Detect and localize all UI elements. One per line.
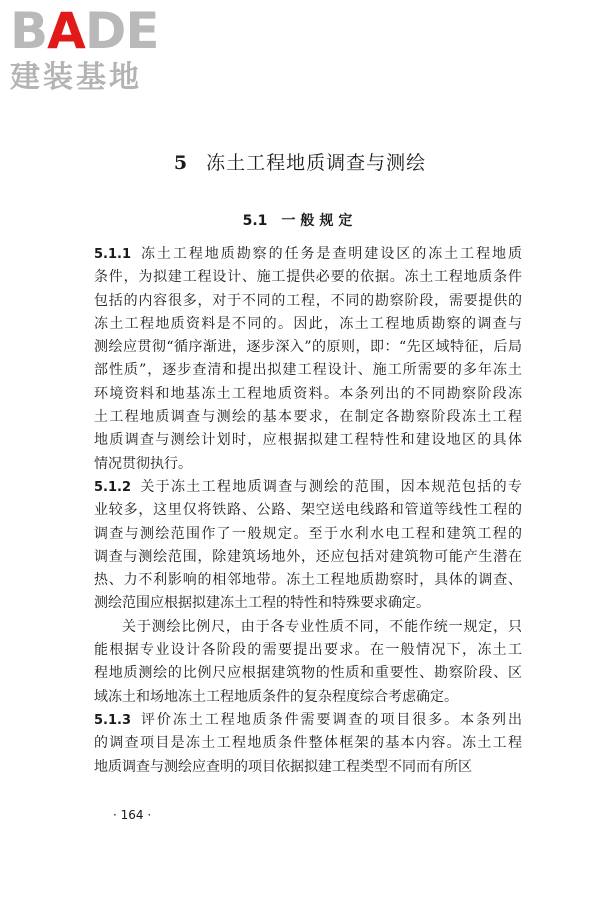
- line-text: 的调查项目是冻土工程地质条件整体框架的基本内容。冻土工程: [94, 735, 522, 752]
- line-text: 业较多，这里仅将铁路、公路、架空送电线路和管道等线性工程的: [94, 502, 522, 519]
- text-line: [94, 499, 522, 522]
- line-text: 环境资料和地基冻土工程地质资料。本条列出的不同勘察阶段冻: [94, 385, 522, 402]
- paragraph: [94, 709, 522, 779]
- section-number: 5.1: [242, 213, 268, 229]
- text-line: [94, 429, 522, 452]
- text-line: [94, 243, 522, 266]
- text-line: [94, 406, 522, 429]
- line-text: 土工程地质调查与测绘的基本要求，在制定各勘察阶段冻土工程: [94, 409, 522, 426]
- line-text: 条件，为拟建工程设计、施工提供必要的依据。冻土工程地质条件: [94, 269, 522, 286]
- text-line: [94, 639, 522, 662]
- text-line: [94, 662, 522, 685]
- line-text: 热、力不利影响的相邻地带。冻土工程地质勘察时，具体的调查、: [94, 572, 522, 589]
- clause-number: 5.1.3: [94, 712, 132, 728]
- logo-wordmark: BADE: [10, 2, 159, 60]
- bade-logo: [10, 2, 180, 96]
- text-line: [94, 476, 522, 499]
- paragraph: [94, 243, 522, 476]
- line-text: 程地质测绘的比例尺应根据建筑物的性质和重要性、勘察阶段、区: [94, 665, 522, 682]
- text-line: [94, 266, 522, 289]
- line-text: 包括的内容很多，对于不同的工程，不同的勘察阶段，需要提供的: [94, 292, 522, 309]
- line-text: 情况贯彻执行。: [94, 455, 192, 472]
- logo-subtitle: 建装基地: [10, 60, 142, 95]
- line-text: 冻土工程地质勘察的任务是查明建设区的冻土工程地质: [139, 246, 522, 262]
- text-line: [94, 359, 522, 382]
- line-text: 部性质”，逐步查清和提出拟建工程设计、施工所需要的多年冻土: [94, 362, 522, 379]
- text-line: [94, 592, 522, 615]
- text-line: [94, 336, 522, 359]
- text-line: [94, 546, 522, 569]
- text-line: [94, 616, 522, 639]
- text-line: [94, 290, 522, 313]
- text-line: [94, 383, 522, 406]
- chapter-title-text: 冻土工程地质调查与测绘: [206, 152, 427, 174]
- clause-number: 5.1.1: [94, 247, 132, 262]
- text-line: [94, 686, 522, 709]
- chapter-number: 5: [173, 152, 189, 174]
- line-text: 关于冻土工程地质调查与测绘的范围，因本规范包括的专: [139, 478, 522, 495]
- section-title-text: 一般规定: [281, 213, 358, 229]
- line-text: 地质调查与测绘应查明的项目依据拟建工程类型不同而有所区: [94, 758, 472, 775]
- text-line: [94, 732, 522, 755]
- line-text: 测绘范围应根据拟建冻土工程的特性和特殊要求确定。: [94, 595, 430, 612]
- line-text: 测绘应贯彻“循序渐进，逐步深入”的原则，即：“先区域特征，后局: [94, 339, 522, 356]
- text-line: [94, 313, 522, 336]
- line-text: 域冻土和场地冻土工程地质条件的复杂程度综合考虑确定。: [94, 688, 458, 705]
- paragraph: [94, 616, 522, 709]
- text-line: [94, 756, 522, 779]
- page-number: · 164 ·: [113, 808, 152, 822]
- line-text: 冻土工程地质资料是不同的。因此，冻土工程地质勘察的调查与: [94, 315, 522, 332]
- line-text: 评价冻土工程地质条件需要调查的项目很多。本条列出: [139, 711, 522, 728]
- line-text: 调查与测绘范围作了一般规定。至于水利水电工程和建筑工程的: [94, 525, 522, 542]
- text-line: [94, 569, 522, 592]
- text-line: [94, 709, 522, 732]
- line-text: 关于测绘比例尺，由于各专业性质不同，不能作统一规定，只: [122, 618, 522, 635]
- body-text: [94, 243, 522, 779]
- line-text: 能根据专业设计各阶段的需要提出要求。在一般情况下，冻土工: [94, 642, 522, 659]
- chapter-title: [0, 148, 600, 175]
- text-line: [94, 523, 522, 546]
- line-text: 调查与测绘范围，除建筑场地外，还应包括对建筑物可能产生潜在: [94, 548, 522, 565]
- section-title: [0, 210, 600, 230]
- clause-number: 5.1.2: [94, 479, 132, 495]
- text-line: [94, 453, 522, 476]
- line-text: 地质调查与测绘计划时，应根据拟建工程特性和建设地区的具体: [94, 432, 522, 449]
- paragraph: [94, 476, 522, 616]
